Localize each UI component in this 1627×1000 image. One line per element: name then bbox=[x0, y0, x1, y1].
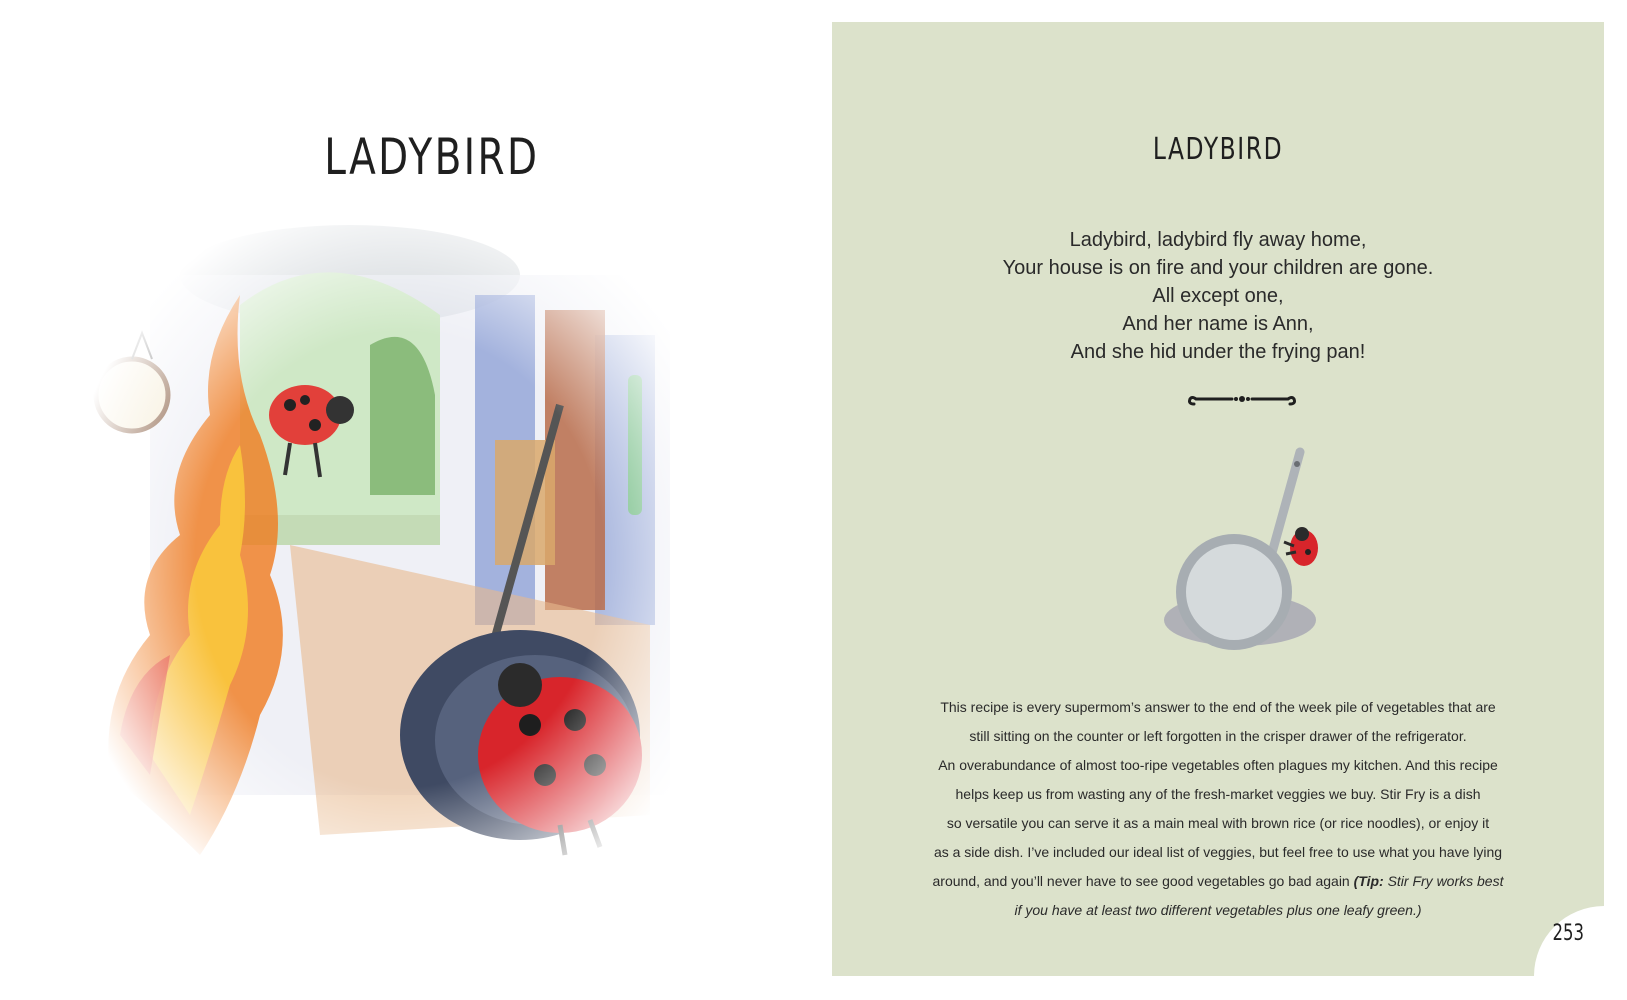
tip-label: (Tip: bbox=[1353, 873, 1384, 889]
body-line: This recipe is every supermom’s answer to the end of the week pile of vegetables that are bbox=[940, 699, 1496, 715]
body-line bbox=[832, 867, 1604, 896]
tip-text: Stir Fry works best bbox=[1383, 873, 1504, 889]
body-line: so versatile you can serve it as a main meal with brown rice (or rice noodles), or enjoy it bbox=[946, 815, 1490, 831]
poem-line: And she hid under the frying pan! bbox=[1070, 341, 1366, 363]
body-line bbox=[832, 896, 1604, 925]
tip-text: if you have at least two different vegetables plus one leafy green.) bbox=[1014, 902, 1422, 918]
body-line: still sitting on the counter or left forgotten in the crisper drawer of the refrigerator. bbox=[969, 728, 1467, 744]
poem-line: All except one, bbox=[1152, 285, 1284, 307]
left-page-title: LADYBIRD bbox=[324, 128, 540, 186]
poem-line: Ladybird, ladybird fly away home, bbox=[1069, 229, 1367, 251]
body-line: helps keep us from wasting any of the fresh-market veggies we buy. Stir Fry is a dish bbox=[955, 786, 1481, 802]
body-line: An overabundance of almost too-ripe vegetables often plagues my kitchen. And this recipe bbox=[938, 757, 1498, 773]
poem bbox=[832, 226, 1604, 366]
poem-line: And her name is Ann, bbox=[1122, 313, 1314, 335]
ornament-divider-icon bbox=[1186, 392, 1298, 412]
frying-pan-ladybird-illustration bbox=[1162, 442, 1332, 662]
right-page bbox=[832, 22, 1604, 976]
ladybird-watercolor-illustration bbox=[90, 215, 710, 905]
body-line-text: around, and you’ll never have to see good vegetables go bad again bbox=[932, 873, 1354, 889]
body-line: as a side dish. I’ve included our ideal list of veggies, but feel free to use what you have lying bbox=[933, 844, 1503, 860]
page-number: 253 bbox=[1552, 921, 1584, 946]
recipe-intro-text bbox=[832, 693, 1604, 925]
poem-line: Your house is on fire and your children are gone. bbox=[1002, 257, 1434, 279]
right-page-title: LADYBIRD bbox=[1152, 132, 1284, 167]
